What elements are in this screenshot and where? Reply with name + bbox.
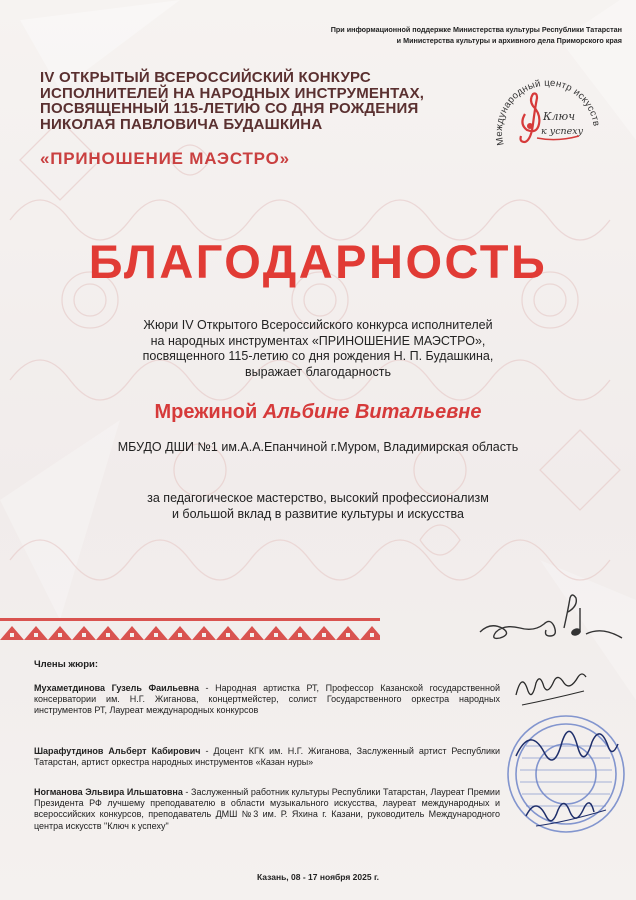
jury-members-label: Члены жюри: xyxy=(34,659,99,670)
contest-title-line: НИКОЛАЯ ПАВЛОВИЧА БУДАШКИНА xyxy=(40,115,323,133)
contest-title-line: ИСПОЛНИТЕЛЕЙ НА НАРОДНЫХ ИНСТРУМЕНТАХ, xyxy=(40,84,425,102)
logo-text-line2: к успеху xyxy=(541,126,584,137)
contest-name: «ПРИНОШЕНИЕ МАЭСТРО» xyxy=(40,149,290,168)
contest-title-line: IV ОТКРЫТЫЙ ВСЕРОССИЙСКИЙ КОНКУРС xyxy=(40,69,371,86)
music-note-flourish xyxy=(476,592,626,652)
jury-member-description: - Заслуженный работник культуры Республики Татарстан, Лауреат Премии Президента РФ лучшему преподавателю в области музыкального искусства, лауреат международных и всероссийских конкурсов, преподаватель ДМШ №3 им. Р. Яхина г. Казани, руководитель Международного центра искусств "Ключ к успеху" xyxy=(34,787,500,831)
support-text xyxy=(162,24,622,46)
logo-text-line1: Ключ xyxy=(543,110,576,123)
award-reason-line: за педагогическое мастерство, высокий профессионализм xyxy=(147,491,489,505)
jury-member-description: - Доцент КГК им. Н.Г. Жиганова, Заслуженный артист Республики Татарстан, артист оркестра народных инструментов «Казан нуры» xyxy=(34,746,501,768)
support-line: и Министерства культуры и архивного дела Приморского края xyxy=(396,36,622,45)
support-line: При информационной поддержке Министерства культуры Республики Татарстан xyxy=(330,25,622,34)
jury-member-name: Шарафутдинов Альберт Кабирович xyxy=(34,746,201,756)
jury-member xyxy=(34,746,500,768)
jury-member-description: - Народная артистка РТ, Профессор Казанской государственной консерватории им. Н.Г. Жиганова, концертмейстер, солист Государственного оркестра народных инструментов РТ, Лауреат международных конкурсов xyxy=(34,683,500,716)
jury-statement-line: посвященного 115-летию со дня рождения Н. П. Будашкина, xyxy=(142,349,494,363)
jury-member xyxy=(34,683,500,717)
jury-member-name: Ногманова Эльвира Ильшатовна xyxy=(34,787,183,797)
award-reason-line: и большой вклад в развитие культуры и искусства xyxy=(171,506,465,521)
ornamental-border xyxy=(0,618,380,640)
jury-member-name: Мухаметдинова Гузель Фаильевна xyxy=(34,683,199,693)
recipient-name xyxy=(0,401,636,424)
jury-statement-line: на народных инструментах «ПРИНОШЕНИЕ МАЭСТРО», xyxy=(150,333,486,348)
key-to-success-logo xyxy=(483,56,613,186)
footer-date-place: Казань, 08 - 17 ноября 2025 г. xyxy=(256,872,380,882)
recipient-given-names: Альбине Витальевне xyxy=(262,401,482,423)
contest-title-line: ПОСВЯЩЕННЫЙ 115-ЛЕТИЮ СО ДНЯ РОЖДЕНИЯ xyxy=(40,100,419,117)
jury-member xyxy=(34,787,500,832)
recipient-surname: Мрежиной xyxy=(154,401,258,423)
contest-title xyxy=(40,70,460,132)
jury-statement-line: выражает благодарность xyxy=(245,364,391,379)
recipient-school: МБУДО ДШИ №1 им.А.А.Епанчиной г.Муром, Владимирская область xyxy=(117,440,519,454)
treble-clef-key-icon xyxy=(521,94,540,143)
logo-arc-text: Международный центр искусств xyxy=(493,77,602,147)
award-reason xyxy=(40,491,596,522)
official-stamp xyxy=(496,696,628,876)
document-heading: БЛАГОДАРНОСТЬ xyxy=(88,235,548,288)
jury-statement-line: Жюри IV Открытого Всероссийского конкурса исполнителей xyxy=(143,318,493,332)
jury-statement xyxy=(40,318,596,380)
